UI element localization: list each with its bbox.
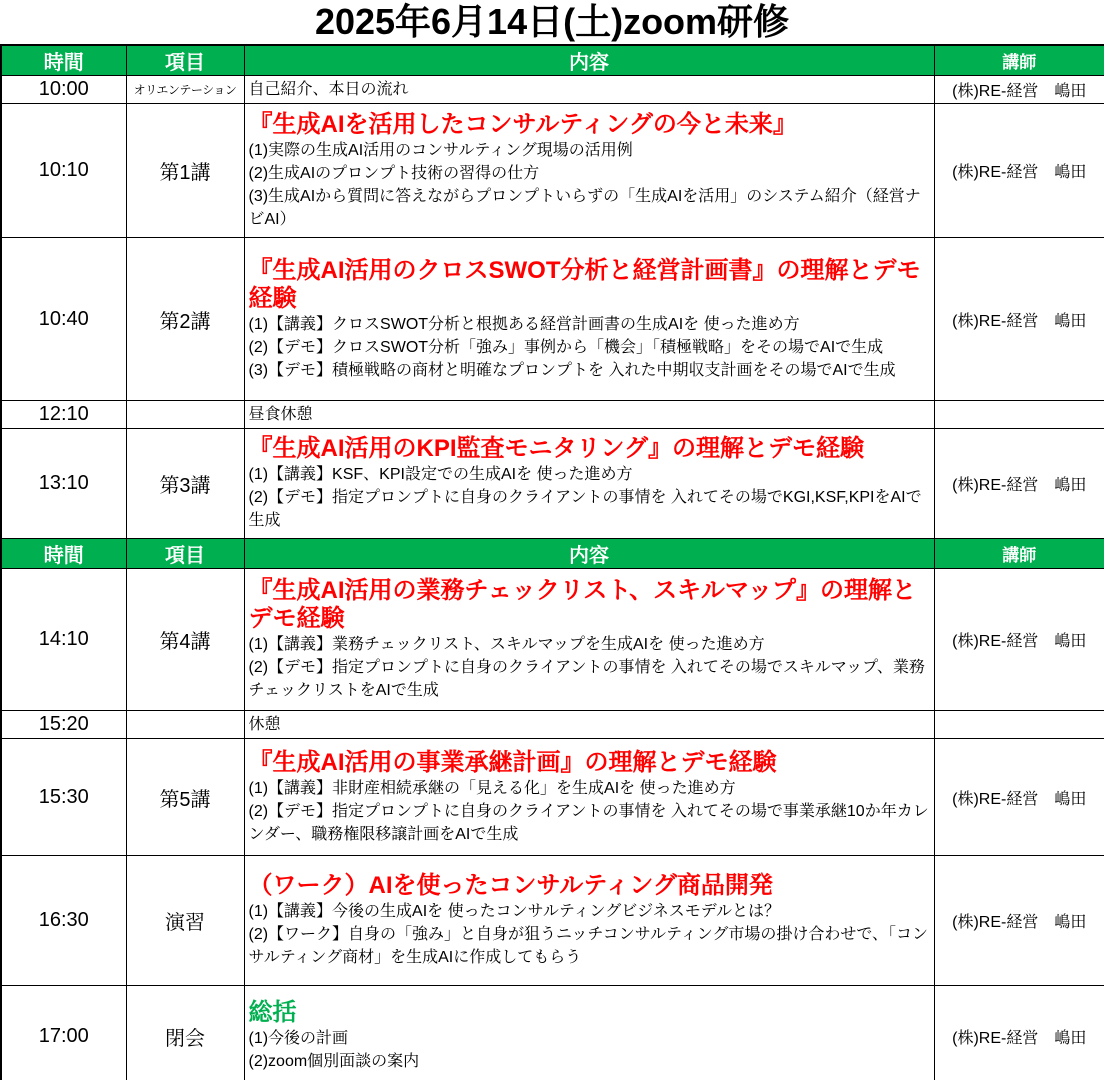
content-line: (1)実際の生成AI活用のコンサルティング現場の活用例 bbox=[248, 141, 633, 159]
content-cell bbox=[244, 986, 934, 1080]
content-cell bbox=[244, 569, 934, 711]
time-cell: 15:20 bbox=[1, 711, 126, 739]
content-cell bbox=[244, 238, 934, 401]
column-header-instructor: 講師 bbox=[934, 539, 1104, 569]
instructor-cell: (株)RE-経営 嶋田 bbox=[934, 986, 1104, 1080]
content-line: (2)【デモ】クロスSWOT分析「強み」事例から「機会」「積極戦略」をその場でAIで生成 bbox=[248, 338, 884, 356]
instructor-cell: (株)RE-経営 嶋田 bbox=[934, 238, 1104, 401]
instructor-cell bbox=[934, 711, 1104, 739]
column-header-content: 内容 bbox=[244, 539, 934, 569]
content-cell bbox=[244, 401, 934, 429]
item-cell bbox=[126, 401, 244, 429]
schedule-row bbox=[1, 569, 1104, 711]
content-cell bbox=[244, 104, 934, 238]
schedule-row bbox=[1, 986, 1104, 1080]
content-line: 昼食休憩 bbox=[248, 406, 313, 423]
content-cell bbox=[244, 856, 934, 986]
time-cell: 17:00 bbox=[1, 986, 126, 1080]
content-line: (1)【講義】非財産相続承継の「見える化」を生成AIを 使った進め方 bbox=[248, 779, 736, 797]
item-cell: 第5講 bbox=[126, 739, 244, 856]
instructor-cell: (株)RE-経営 嶋田 bbox=[934, 739, 1104, 856]
content-line: (1)【講義】今後の生成AIを 使ったコンサルティングビジネスモデルとは？ bbox=[248, 903, 780, 920]
schedule-row bbox=[1, 238, 1104, 401]
time-cell: 12:10 bbox=[1, 401, 126, 429]
item-cell: 閉会 bbox=[126, 986, 244, 1080]
item-cell: 第2講 bbox=[126, 238, 244, 401]
time-cell: 16:30 bbox=[1, 856, 126, 986]
schedule-table bbox=[0, 44, 1104, 1080]
content-cell bbox=[244, 711, 934, 739]
content-title: 総括 bbox=[248, 999, 297, 1027]
item-cell: 第4講 bbox=[126, 569, 244, 711]
content-title: 『生成AI活用のKPI監査モニタリング』の理解とデモ経験 bbox=[248, 435, 865, 462]
content-title: 『生成AIを活用したコンサルティングの今と未来』 bbox=[248, 110, 797, 138]
instructor-cell bbox=[934, 401, 1104, 429]
column-header-instructor: 講師 bbox=[934, 45, 1104, 76]
content-line: (2)【ワーク】自身の「強み」と自身が狙うニッチコンサルティング市場の掛け合わせで、「コンサルティング商材」を生成AIに作成してもらう bbox=[248, 926, 929, 966]
instructor-cell: (株)RE-経営 嶋田 bbox=[934, 429, 1104, 539]
schedule-row bbox=[1, 856, 1104, 986]
content-cell bbox=[244, 76, 934, 104]
content-line: (1)【講義】業務チェックリスト、スキルマップを生成AIを 使った進め方 bbox=[248, 636, 765, 653]
schedule-row bbox=[1, 104, 1104, 238]
item-cell: 演習 bbox=[126, 856, 244, 986]
item-cell: オリエンテーション bbox=[126, 76, 244, 104]
column-header-time: 時間 bbox=[1, 45, 126, 76]
content-line: 休憩 bbox=[248, 716, 281, 733]
column-header-item: 項目 bbox=[126, 539, 244, 569]
content-line: (2)【デモ】指定プロンプトに自身のクライアントの事情を 入れてその場でスキルマップ、業務チェックリストをAIで生成 bbox=[248, 659, 925, 699]
schedule-row bbox=[1, 401, 1104, 429]
content-title: 『生成AI活用のクロスSWOT分析と経営計画書』の理解とデモ経験 bbox=[248, 256, 921, 312]
instructor-cell: (株)RE-経営 嶋田 bbox=[934, 569, 1104, 711]
time-cell: 13:10 bbox=[1, 429, 126, 539]
instructor-cell: (株)RE-経営 嶋田 bbox=[934, 76, 1104, 104]
column-header-item: 項目 bbox=[126, 45, 244, 76]
content-line: (1)【講義】クロスSWOT分析と根拠ある経営計画書の生成AIを 使った進め方 bbox=[248, 315, 800, 333]
column-header-time: 時間 bbox=[1, 539, 126, 569]
content-line: (3)【デモ】積極戦略の商材と明確なプロンプトを 入れた中期収支計画をその場でAIで生成 bbox=[248, 361, 896, 379]
schedule-row bbox=[1, 429, 1104, 539]
content-cell bbox=[244, 739, 934, 856]
time-cell: 10:00 bbox=[1, 76, 126, 104]
column-header-content: 内容 bbox=[244, 45, 934, 76]
instructor-cell: (株)RE-経営 嶋田 bbox=[934, 104, 1104, 238]
content-line: (1)今後の計画 bbox=[248, 1030, 349, 1048]
time-cell: 10:40 bbox=[1, 238, 126, 401]
table-header-row bbox=[1, 539, 1104, 569]
time-cell: 14:10 bbox=[1, 569, 126, 711]
content-title: 『生成AI活用の業務チェックリスト、スキルマップ』の理解とデモ経験 bbox=[248, 577, 916, 632]
time-cell: 10:10 bbox=[1, 104, 126, 238]
table-header-row bbox=[1, 45, 1104, 76]
page-title: 2025年6月14日(土)zoom研修 bbox=[314, 1, 790, 42]
instructor-cell: (株)RE-経営 嶋田 bbox=[934, 856, 1104, 986]
item-cell bbox=[126, 711, 244, 739]
schedule-row bbox=[1, 76, 1104, 104]
content-line: 自己紹介、本日の流れ bbox=[248, 81, 409, 98]
content-line: (3)生成AIから質問に答えながらプロンプトいらずの「生成AIを活用」のシステム紹介（経営ナビAI） bbox=[248, 187, 921, 228]
content-cell bbox=[244, 429, 934, 539]
item-cell: 第1講 bbox=[126, 104, 244, 238]
content-line: (2)生成AIのプロンプト技術の習得の仕方 bbox=[248, 164, 540, 182]
content-line: (2)【デモ】指定プロンプトに自身のクライアントの事情を 入れてその場でKGI,KSF,KPIをAIで生成 bbox=[248, 489, 922, 529]
schedule-row bbox=[1, 739, 1104, 856]
content-title: 『生成AI活用の事業承継計画』の理解とデモ経験 bbox=[248, 748, 777, 776]
content-line: (2)zoom個別面談の案内 bbox=[248, 1053, 420, 1071]
schedule-row bbox=[1, 711, 1104, 739]
item-cell: 第3講 bbox=[126, 429, 244, 539]
content-line: (2)【デモ】指定プロンプトに自身のクライアントの事情を 入れてその場で事業承継10か年カレンダー、職務権限移譲計画をAIで生成 bbox=[248, 802, 929, 843]
time-cell: 15:30 bbox=[1, 739, 126, 856]
content-title: （ワーク）AIを使ったコンサルティング商品開発 bbox=[248, 872, 773, 899]
content-line: (1)【講義】KSF、KPI設定での生成AIを 使った進め方 bbox=[248, 466, 633, 483]
